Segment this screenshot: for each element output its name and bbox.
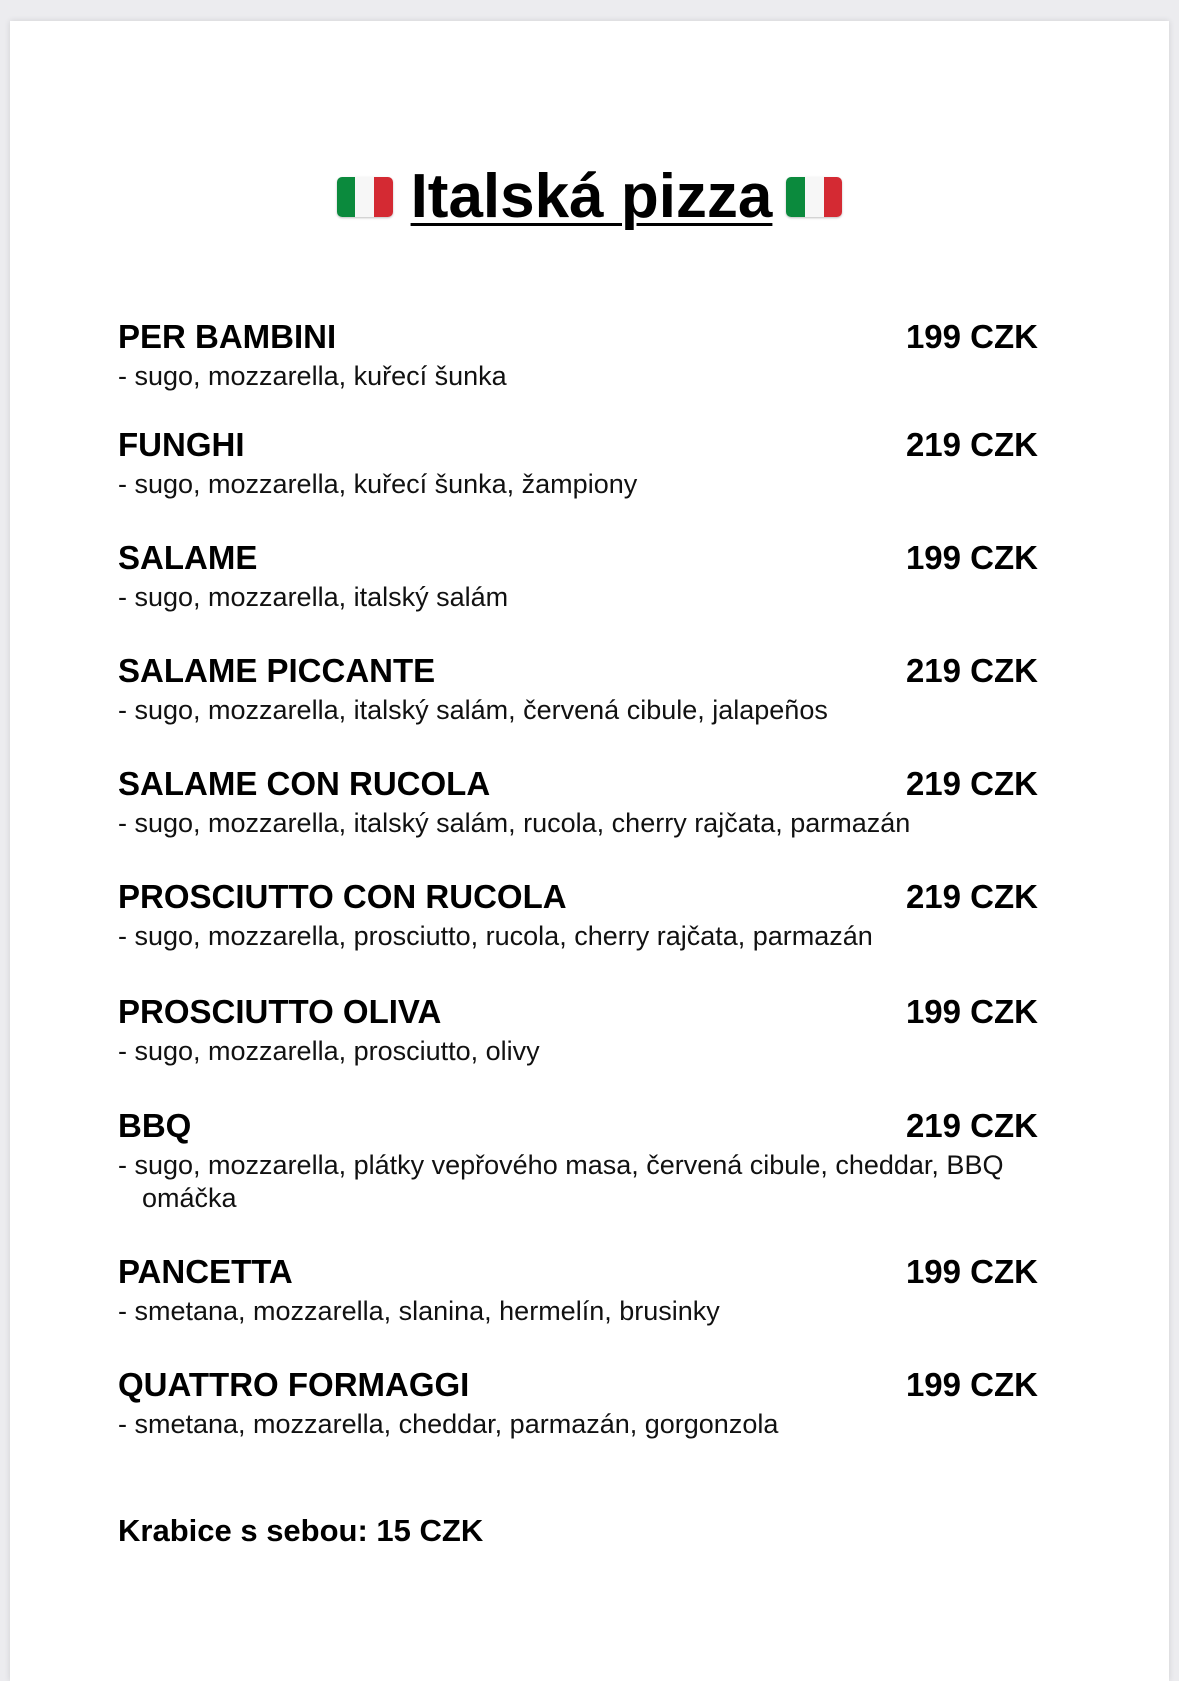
item-name: QUATTRO FORMAGGI [118,1366,470,1403]
item-name: PROSCIUTTO OLIVA [118,993,442,1030]
menu-page [10,21,1169,1681]
item-ingredients: - sugo, mozzarella, italský salám [118,582,509,612]
item-name: PROSCIUTTO CON RUCOLA [118,878,567,915]
menu-item [118,993,1038,1068]
item-price: 199 CZK [905,993,1038,1030]
item-ingredients: - sugo, mozzarella, kuřecí šunka [118,361,507,391]
menu-item [118,765,1038,840]
item-price: 199 CZK [905,539,1038,576]
item-ingredients: - sugo, mozzarella, prosciutto, olivy [118,1036,540,1066]
item-ingredients: - sugo, mozzarella, plátky vepřového masa, červená cibule, cheddar, BBQ omáčka [118,1150,1004,1213]
item-name: PANCETTA [118,1253,293,1290]
item-name: BBQ [118,1107,192,1144]
item-ingredients: - sugo, mozzarella, italský salám, rucola, cherry rajčata, parmazán [118,808,911,838]
item-name: SALAME PICCANTE [118,652,436,689]
italian-flag-icon [337,177,393,217]
item-price: 219 CZK [905,426,1038,463]
menu-item [118,1253,1038,1328]
item-name: FUNGHI [118,426,245,463]
item-ingredients: - smetana, mozzarella, slanina, hermelín, brusinky [118,1296,720,1326]
italian-flag-icon [786,177,842,217]
item-price: 219 CZK [905,878,1038,915]
menu-item [118,1366,1038,1441]
menu-item [118,318,1038,393]
menu-item [118,426,1038,501]
item-name: SALAME [118,539,258,576]
title-row [10,161,1169,232]
page-title: Italská pizza [410,162,773,231]
item-price: 219 CZK [905,652,1038,689]
item-price: 199 CZK [905,1253,1038,1290]
item-name: PER BAMBINI [118,318,337,355]
item-price: 199 CZK [905,318,1038,355]
menu-item [118,652,1038,727]
item-ingredients: - sugo, mozzarella, prosciutto, rucola, cherry rajčata, parmazán [118,921,873,951]
item-price: 219 CZK [905,765,1038,802]
item-ingredients: - sugo, mozzarella, kuřecí šunka, žampiony [118,469,638,499]
item-price: 199 CZK [905,1366,1038,1403]
menu-item [118,1107,1038,1215]
menu-item [118,878,1038,953]
item-ingredients: - smetana, mozzarella, cheddar, parmazán, gorgonzola [118,1409,779,1439]
item-price: 219 CZK [905,1107,1038,1144]
menu-item [118,539,1038,614]
item-ingredients: - sugo, mozzarella, italský salám, červená cibule, jalapeños [118,695,828,725]
takeaway-box-note: Krabice s sebou: 15 CZK [118,1513,484,1548]
item-name: SALAME CON RUCOLA [118,765,491,802]
